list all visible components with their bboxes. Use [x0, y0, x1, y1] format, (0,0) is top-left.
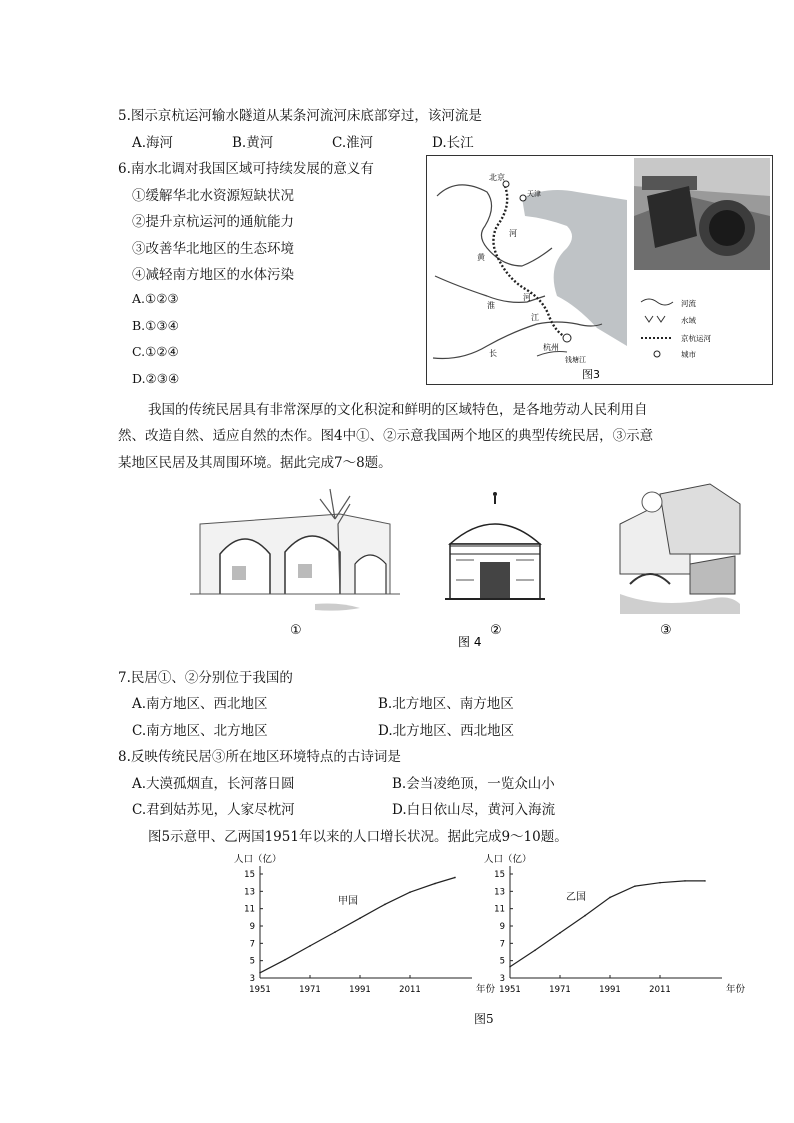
series-title: 甲国: [338, 896, 358, 907]
y-tick-label: 5: [249, 956, 255, 967]
label-tianjin: 天津: [527, 190, 541, 198]
x-tick-label: 1951: [499, 985, 521, 995]
intro-7-8-line3: 某地区民居及其周围环境。据此完成7～8题。: [118, 455, 392, 471]
series-line: [260, 878, 455, 973]
data-point: [384, 904, 386, 906]
label-jiang: 江: [531, 313, 539, 322]
q6-option-d: D.②③④: [132, 371, 180, 386]
figure-4-label-3: ③: [660, 623, 672, 638]
q7-option-c: C.南方地区、北方地区: [132, 723, 268, 739]
figure-3-map: [427, 156, 772, 384]
q5-option-a: A.海河: [132, 135, 174, 151]
y-tick-label: 11: [244, 904, 255, 915]
x-tick-label: 2011: [399, 985, 421, 995]
legend-river: 河流: [681, 299, 696, 308]
data-point: [334, 931, 336, 933]
figure-3: [426, 155, 773, 385]
legend-city: 城市: [681, 350, 696, 359]
data-point: [259, 972, 261, 974]
city-hangzhou: [563, 334, 571, 342]
label-beijing: 北京: [489, 173, 505, 182]
intro-9-10: 图5示意甲、乙两国1951年以来的人口增长状况。据此完成9～10题。: [148, 829, 568, 845]
intro-7-8-line2: 然、改造自然、适应自然的杰作。图4中①、②示意我国两个地区的典型传统民居，③示意: [118, 428, 654, 444]
q7-option-d: D.北方地区、西北地区: [378, 723, 515, 739]
x-tick-label: 1991: [349, 985, 371, 995]
y-tick-label: 3: [499, 974, 505, 984]
data-point: [454, 877, 456, 879]
label-huang: 黄: [477, 253, 485, 262]
data-point: [659, 882, 661, 884]
y-tick-label: 15: [244, 870, 255, 880]
q6-option-c: C.①②④: [132, 344, 179, 359]
y-tick-label: 7: [249, 939, 255, 950]
y-axis-label: 人口（亿）: [484, 854, 532, 865]
q6-option-b: B.①③④: [132, 318, 179, 333]
q5-stem: 5.图示京杭运河输水隧道从某条河流河床底部穿过，该河流是: [118, 108, 482, 124]
x-tick-label: 1991: [599, 985, 621, 995]
figure-5-caption: 图5: [474, 1012, 494, 1026]
y-tick-label: 7: [499, 939, 505, 950]
y-tick-label: 5: [499, 956, 505, 967]
data-point: [359, 917, 361, 919]
data-point: [684, 880, 686, 882]
y-tick-label: 13: [494, 887, 505, 898]
figure-3-legend: [641, 298, 711, 359]
q6-item-4: ④减轻南方地区的水体污染: [132, 267, 294, 283]
figure-4-label-1: ①: [290, 623, 302, 638]
city-tianjin: [520, 195, 526, 201]
q7-option-b: B.北方地区、南方地区: [378, 696, 514, 712]
y-tick-label: 9: [499, 922, 505, 932]
x-tick-label: 1951: [249, 985, 271, 995]
q7-option-a: A.南方地区、西北地区: [132, 696, 268, 712]
q8-option-c: C.君到姑苏见，人家尽枕河: [132, 802, 295, 818]
series-title: 乙国: [566, 892, 586, 903]
chart-yi: [478, 848, 746, 1008]
q8-option-b: B.会当凌绝顶，一览众山小: [392, 776, 555, 792]
data-point: [704, 880, 706, 882]
tunnel-photo: [634, 158, 770, 270]
label-he2: 河: [523, 293, 531, 302]
series-line: [510, 881, 705, 967]
q5-option-d: D.长江: [432, 135, 474, 151]
q6-item-1: ①缓解华北水资源短缺状况: [132, 188, 294, 204]
label-he1: 河: [509, 229, 517, 238]
yurt-illustration: [445, 492, 545, 599]
x-axis-label: 年份: [726, 984, 746, 995]
figure-4-label-2: ②: [490, 623, 502, 638]
intro-7-8-line1: 我国的传统民居具有非常深厚的文化积淀和鲜明的区域特色，是各地劳动人民利用自: [148, 402, 648, 418]
y-tick-label: 9: [249, 922, 255, 932]
data-point: [584, 915, 586, 917]
x-tick-label: 1971: [549, 985, 571, 995]
label-hangzhou: 杭州: [543, 343, 559, 352]
data-point: [534, 949, 536, 951]
data-point: [284, 959, 286, 961]
q6-item-2: ②提升京杭运河的通航能力: [132, 214, 294, 230]
y-tick-label: 3: [249, 974, 255, 984]
water-town-illustration: [620, 484, 740, 614]
q5-option-b: B.黄河: [232, 135, 274, 151]
data-point: [634, 885, 636, 887]
legend-water: 水域: [681, 316, 696, 325]
q5-option-c: C.淮河: [332, 135, 374, 151]
data-point: [409, 891, 411, 893]
x-tick-label: 1971: [299, 985, 321, 995]
q6-item-3: ③改善华北地区的生态环境: [132, 241, 294, 257]
data-point: [609, 897, 611, 899]
label-qiantangjiang: 钱塘江: [565, 356, 586, 364]
legend-canal: 京杭运河: [681, 334, 711, 343]
figure-4-caption: 图 4: [458, 635, 482, 649]
q8-option-a: A.大漠孤烟直，长河落日圆: [132, 776, 295, 792]
y-tick-label: 15: [494, 870, 505, 880]
x-axis-label: 年份: [476, 984, 496, 995]
q6-option-a: A.①②③: [132, 291, 179, 306]
figure-4: [190, 484, 745, 649]
q6-stem: 6.南水北调对我国区域可持续发展的意义有: [118, 161, 374, 177]
data-point: [434, 883, 436, 885]
data-point: [509, 966, 511, 968]
cave-dwelling-illustration: [190, 489, 400, 611]
q7-stem: 7.民居①、②分别位于我国的: [118, 670, 293, 686]
label-huai: 淮: [487, 301, 495, 310]
q8-stem: 8.反映传统民居③所在地区环境特点的古诗词是: [118, 749, 401, 765]
chart-jia: [228, 848, 496, 1008]
y-tick-label: 13: [244, 887, 255, 898]
x-tick-label: 2011: [649, 985, 671, 995]
data-point: [559, 932, 561, 934]
figure-3-caption: 图3: [582, 368, 600, 381]
label-chang: 长: [489, 349, 497, 358]
y-axis-label: 人口（亿）: [234, 854, 282, 865]
q8-option-d: D.白日依山尽，黄河入海流: [392, 802, 556, 818]
y-tick-label: 11: [494, 904, 505, 915]
data-point: [309, 945, 311, 947]
